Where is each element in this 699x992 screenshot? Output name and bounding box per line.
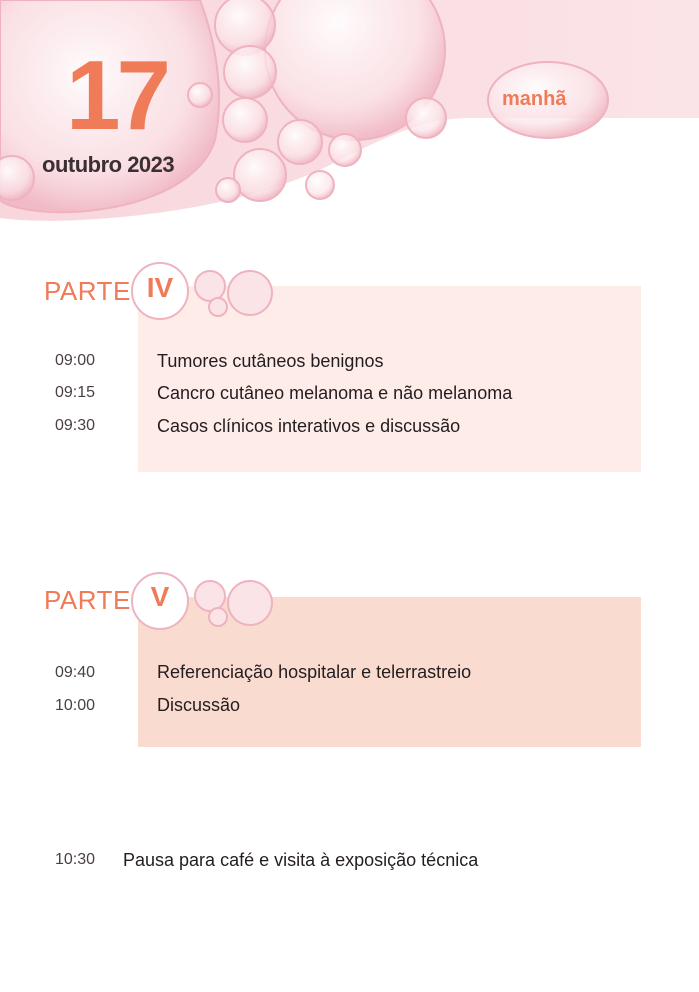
period-label: manhã [502,88,567,110]
schedule-time: 09:30 [54,417,95,434]
section-roman-numeral: V [150,581,170,612]
event-month-year: outubro 2023 [42,152,175,177]
schedule-time: 09:00 [54,352,95,369]
event-day: 17 [66,40,168,150]
schedule-time: 10:30 [54,851,95,868]
section-label: PARTE [44,585,131,615]
schedule-time: 09:15 [54,384,95,401]
schedule-title: Pausa para café e visita à exposição técnica [123,850,479,870]
schedule-title: Referenciação hospitalar e telerrastreio [157,662,472,682]
schedule-title: Discussão [157,695,241,715]
schedule-time: 10:00 [54,697,95,714]
schedule-title: Casos clínicos interativos e discussão [157,416,461,436]
schedule-title: Tumores cutâneos benignos [157,351,384,371]
section-roman-numeral: IV [146,272,174,303]
schedule-title: Cancro cutâneo melanoma e não melanoma [157,383,513,403]
section-label: PARTE [44,276,131,306]
schedule-time: 09:40 [54,664,95,681]
